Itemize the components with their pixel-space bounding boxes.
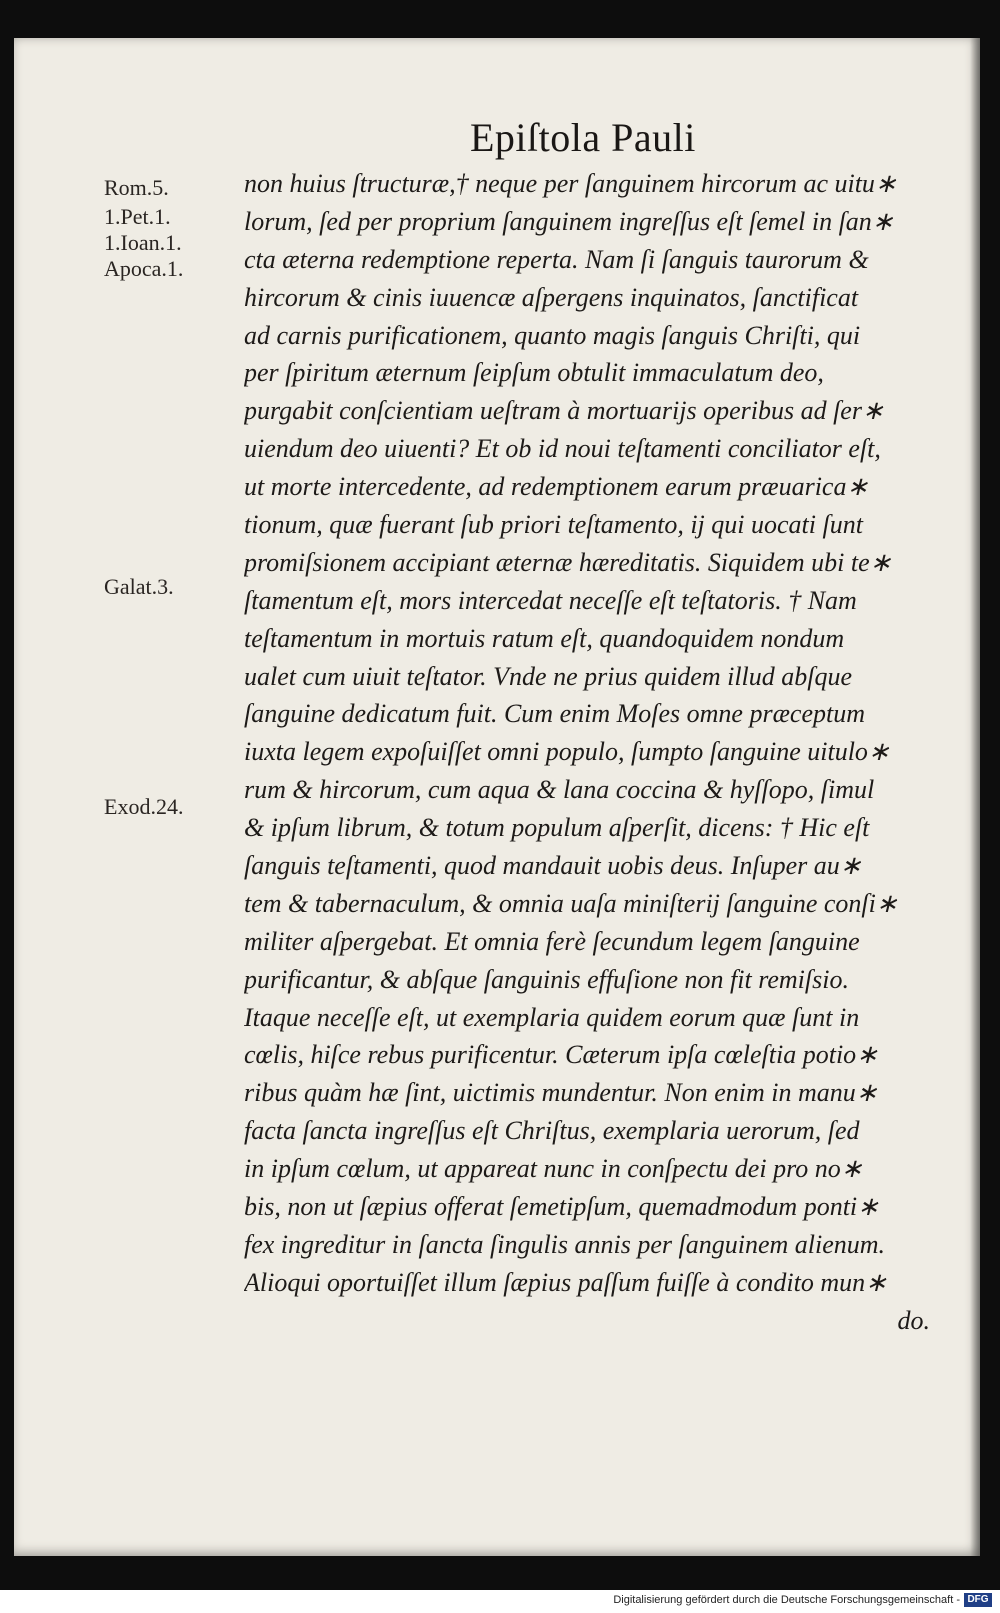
text-line: ad carnis purificationem, quanto magis ſanguis Chriſti, qui [244,320,861,350]
text-line: iuxta legem expoſuiſſet omni populo, ſumpto ſanguine uitulo∗ [244,737,890,767]
footer-bar [0,1590,1000,1613]
text-line: tionum, quæ fuerant ſub priori teſtamento, ij qui uocati ſunt [244,510,863,540]
text-line: cta æterna redemptione reperta. Nam ſi ſanguis taurorum & [244,244,869,274]
margin-note-exod: Exod.24. [104,794,184,819]
running-title: Epiſtola Pauli [470,115,696,160]
funding-notice: Digitalisierung gefördert durch die Deutsche Forschungsgemeinschaft - [613,1594,960,1606]
margin-note-galat: Galat.3. [104,574,174,599]
text-line: fex ingreditur in ſancta ſingulis annis per ſanguinem alienum. [244,1229,886,1259]
margin-note-ioan: 1.Ioan.1. [104,230,182,255]
text-line: Itaque neceſſe eſt, ut exemplaria quidem eorum quæ ſunt in [244,1002,860,1032]
text-line: ualet cum uiuit teſtator. Vnde ne prius quidem illud abſque [244,661,853,691]
text-line: promiſsionem accipiant æternæ hæreditatis. Siquidem ubi te∗ [244,547,892,577]
text-line: tem & tabernaculum, & omnia uaſa miniſterij ſanguine conſi∗ [244,888,898,918]
text-line: ut morte intercedente, ad redemptionem earum præuarica∗ [244,472,869,502]
text-line: ſtamentum eſt, mors intercedat neceſſe eſt teſtatoris. † Nam [244,585,857,615]
dfg-logo[interactable]: DFG [964,1593,992,1607]
margin-note-apoca: Apoca.1. [104,256,184,281]
text-line: teſtamentum in mortuis ratum eſt, quandoquidem nondum [244,623,845,653]
text-line: in ipſum cœlum, ut appareat nunc in conſpectu dei pro no∗ [244,1154,863,1184]
text-line: & ipſum librum, & totum populum aſperſit, dicens: † Hic eſt [244,813,870,843]
text-line: bis, non ut ſæpius offerat ſemetipſum, quemadmodum ponti∗ [244,1192,879,1222]
margin-note-pet: 1.Pet.1. [104,204,171,229]
text-line: uiendum deo uiuenti? Et ob id noui teſtamenti conciliator eſt, [244,434,881,464]
margin-note-rom: Rom.5. [104,175,169,200]
body-text [244,165,930,1340]
text-line: purificantur, & abſque ſanguinis effuſione non fit remiſsio. [244,964,849,994]
text-line: purgabit conſcientiam ueſtram à mortuarijs operibus ad ſer∗ [244,396,884,426]
text-line: ſanguine dedicatum fuit. Cum enim Moſes omne præceptum [244,699,866,729]
text-line: non huius ſtructuræ,† neque per ſanguinem hircorum ac uitu∗ [244,169,897,198]
book-page [14,38,980,1556]
text-line: hircorum & cinis iuuencæ aſpergens inquinatos, ſanctificat [244,282,859,312]
text-line: Alioqui oportuiſſet illum ſæpius paſſum fuiſſe à condito mun∗ [244,1267,887,1297]
text-line: lorum, ſed per proprium ſanguinem ingreſſus eſt ſemel in ſan∗ [244,206,894,236]
text-line: rum & hircorum, cum aqua & lana coccina & hyſſopo, ſimul [244,775,875,805]
text-line: militer aſpergebat. Et omnia ferè ſecundum legem ſanguine [244,926,860,956]
text-line: ribus quàm hæ ſint, uictimis mundentur. Non enim in manu∗ [244,1078,878,1108]
text-line: facta ſancta ingreſſus eſt Chriſtus, exemplaria uerorum, ſed [244,1116,860,1146]
text-line: per ſpiritum æternum ſeipſum obtulit immaculatum deo, [244,358,824,388]
text-line: cœlis, hiſce rebus purificentur. Cæterum ipſa cœleſtia potio∗ [244,1040,878,1070]
text-line: ſanguis teſtamenti, quod mandauit uobis deus. Inſuper au∗ [244,851,862,881]
text-line-catchword: do. [897,1305,930,1335]
